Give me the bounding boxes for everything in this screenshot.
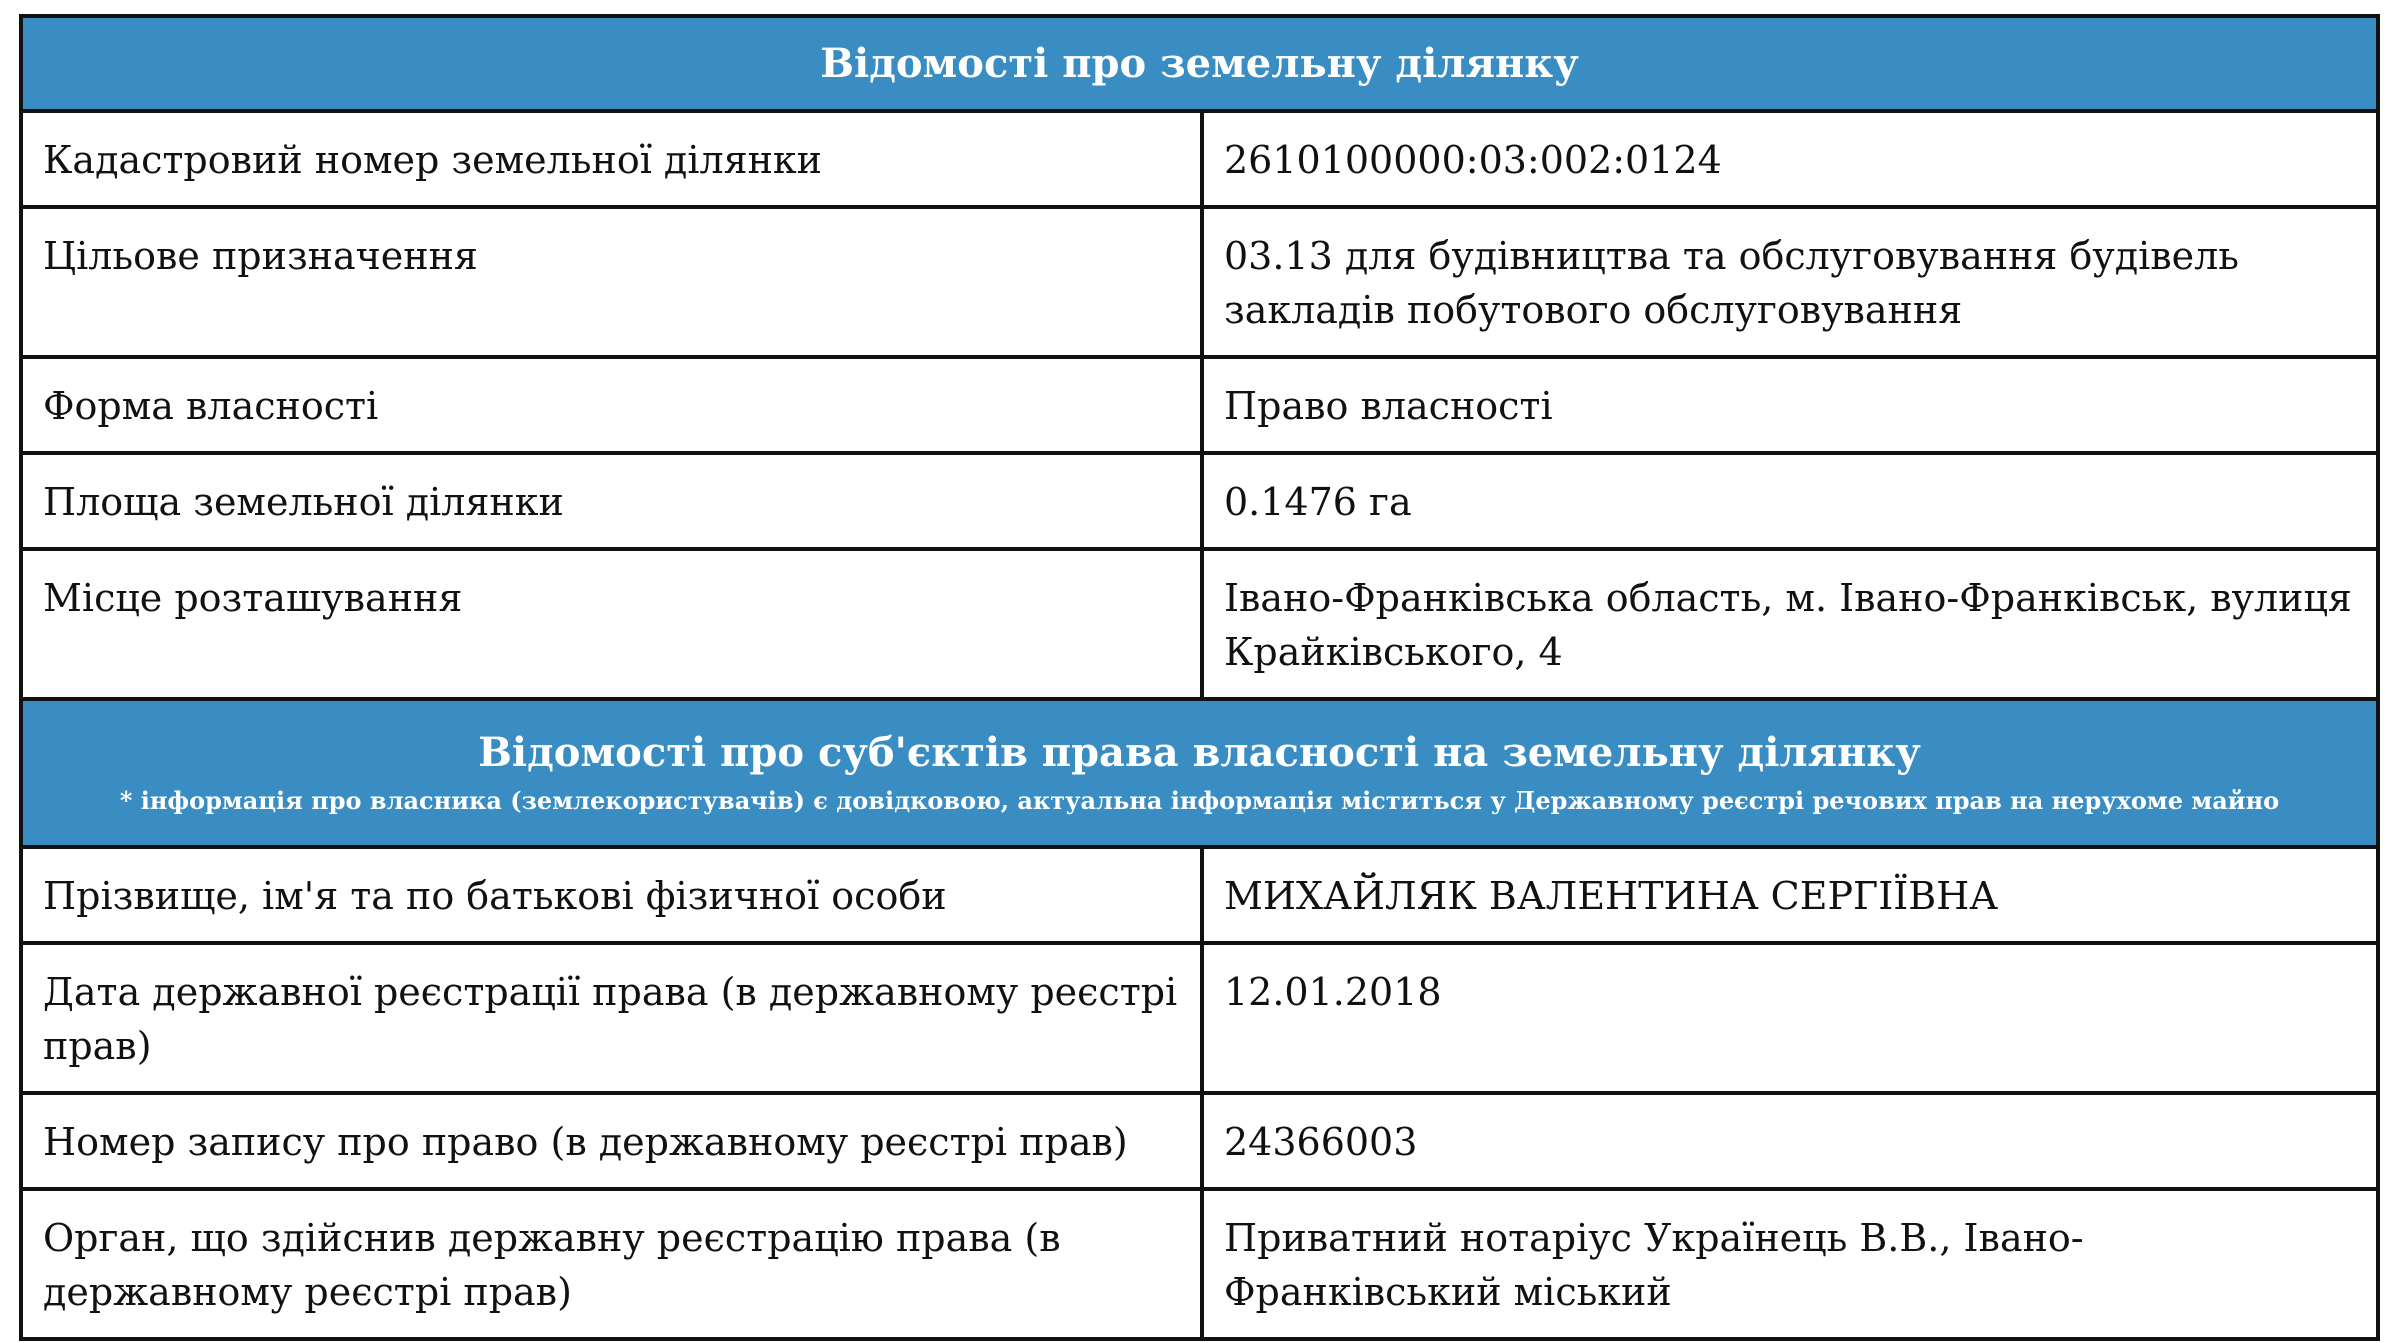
land-plot-info-document (19, 14, 2376, 1341)
row-label: Дата державної реєстрації права (в державному реєстрі прав) (21, 943, 1202, 1093)
row-label: Площа земельної ділянки (21, 453, 1202, 549)
row-value: Право власності (1202, 357, 2378, 453)
section-header-owners (21, 699, 2378, 847)
table-row (21, 111, 2378, 207)
row-label: Цільове призначення (21, 207, 1202, 357)
section-header-land-plot (21, 16, 2378, 111)
table-row (21, 207, 2378, 357)
table-row (21, 549, 2378, 699)
row-value: 03.13 для будівництва та обслуговування будівель закладів побутового обслуговування (1202, 207, 2378, 357)
row-value: 2610100000:03:002:0124 (1202, 111, 2378, 207)
row-value: 12.01.2018 (1202, 943, 2378, 1093)
table-row (21, 453, 2378, 549)
row-value: 24366003 (1202, 1093, 2378, 1189)
table-row (21, 1189, 2378, 1339)
row-label: Прізвище, ім'я та по батькові фізичної особи (21, 847, 1202, 943)
land-plot-table (19, 14, 2380, 1341)
row-label: Номер запису про право (в державному реєстрі прав) (21, 1093, 1202, 1189)
section-header-row (21, 16, 2378, 111)
section-note: * інформація про власника (землекористувачів) є довідковою, актуальна інформація міститься у Державному реєстрі речових прав на нерухоме майно (119, 786, 2280, 815)
row-label: Форма власності (21, 357, 1202, 453)
row-value: Івано-Франківська область, м. Івано-Франківськ, вулиця Крайківського, 4 (1202, 549, 2378, 699)
row-value: 0.1476 га (1202, 453, 2378, 549)
row-label: Кадастровий номер земельної ділянки (21, 111, 1202, 207)
section-title: Відомості про земельну ділянку (820, 39, 1579, 87)
row-label: Місце розташування (21, 549, 1202, 699)
row-value: МИХАЙЛЯК ВАЛЕНТИНА СЕРГІЇВНА (1202, 847, 2378, 943)
section-title: Відомості про суб'єктів права власності на земельну ділянку (478, 729, 1921, 776)
table-row (21, 1093, 2378, 1189)
table-row (21, 943, 2378, 1093)
table-row (21, 357, 2378, 453)
row-value: Приватний нотаріус Українець В.В., Івано-Франківський міський (1202, 1189, 2378, 1339)
table-row (21, 847, 2378, 943)
row-label: Орган, що здійснив державну реєстрацію права (в державному реєстрі прав) (21, 1189, 1202, 1339)
section-header-row (21, 699, 2378, 847)
